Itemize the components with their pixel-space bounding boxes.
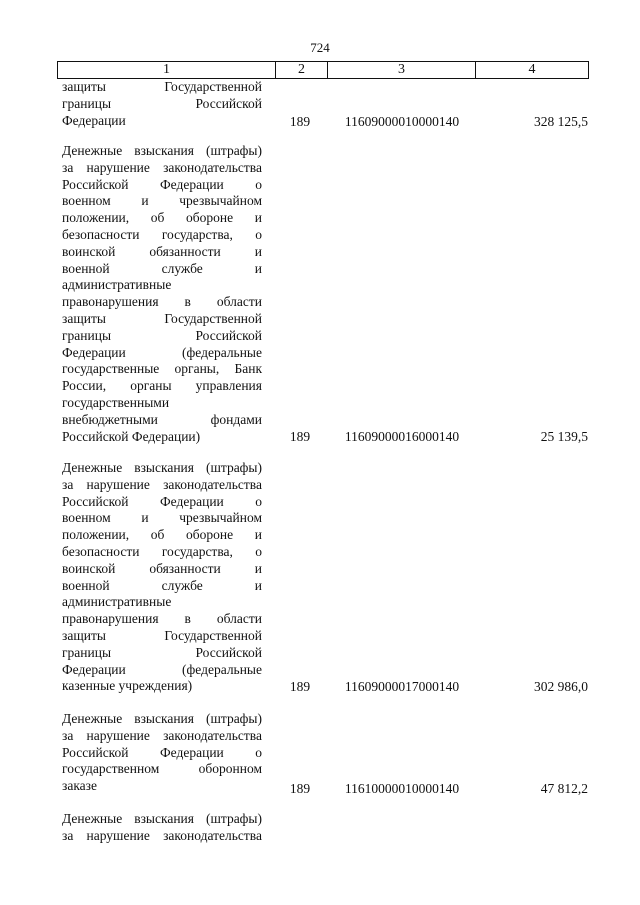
kbk-code: 11609000010000140	[344, 114, 460, 129]
description-line: Федерации (федеральные	[62, 344, 262, 360]
description-line: военной службе и	[62, 577, 262, 593]
description-line: границы Российской	[62, 327, 262, 343]
description-line: государственными	[62, 394, 170, 410]
description-line: военной службе и	[62, 260, 262, 276]
amount: 47 812,2	[540, 781, 588, 796]
description-line: административные	[62, 277, 172, 293]
description-line: правонарушения в области	[62, 294, 262, 310]
description-line: положении, об обороне и	[62, 210, 262, 226]
description-line: воинской обязанности и	[62, 243, 262, 259]
description-line: за нарушение законодательства	[62, 476, 262, 492]
description-line: положении, об обороне и	[62, 527, 262, 543]
admin-code: 189	[289, 781, 311, 796]
description-line: защиты Государственной	[62, 310, 262, 326]
description-line: административные	[62, 594, 172, 610]
header-col-1: 1	[58, 62, 276, 79]
description-line: Российской Федерации о	[62, 744, 262, 760]
description-line: государственные органы, Банк	[62, 361, 262, 377]
description-line: России, органы управления	[62, 378, 262, 394]
description-line: Денежные взыскания (штрафы)	[62, 143, 262, 158]
description-line: за нарушение законодательства	[62, 727, 262, 743]
kbk-code: 11609000016000140	[344, 429, 460, 444]
description-line: военном и чрезвычайном	[62, 510, 262, 526]
description-line: за нарушение законодательства	[62, 827, 262, 843]
description-line: заказе	[62, 778, 97, 794]
description-line: правонарушения в области	[62, 611, 262, 627]
description-line: безопасности государства, о	[62, 543, 262, 559]
description-line: Денежные взыскания (штрафы)	[62, 460, 262, 475]
description-line: Российской Федерации)	[62, 428, 201, 444]
header-col-3: 3	[328, 62, 476, 79]
description-line: государственном оборонном	[62, 761, 262, 777]
kbk-code: 11610000010000140	[344, 781, 460, 796]
description-line: за нарушение законодательства	[62, 159, 262, 175]
description-line: военном и чрезвычайном	[62, 193, 262, 209]
header-col-4: 4	[476, 62, 589, 79]
description-line: внебюджетными фондами	[62, 411, 262, 427]
row-description	[62, 79, 262, 129]
row-description	[62, 143, 262, 445]
admin-code: 189	[289, 114, 311, 129]
amount: 328 125,5	[534, 114, 588, 129]
description-line: казенные учреждения)	[62, 678, 193, 694]
description-line: Российской Федерации о	[62, 176, 262, 192]
amount: 25 139,5	[540, 429, 588, 444]
description-line: границы Российской	[62, 95, 262, 111]
description-line: Федерации	[62, 112, 126, 128]
admin-code: 189	[289, 679, 311, 694]
description-line: границы Российской	[62, 644, 262, 660]
description-line: Российской Федерации о	[62, 493, 262, 509]
description-line: Денежные взыскания (штрафы)	[62, 711, 262, 726]
page-number: 724	[310, 40, 330, 55]
description-line: Денежные взыскания (штрафы)	[62, 811, 262, 826]
description-line: защиты Государственной	[62, 79, 262, 94]
row-description	[62, 711, 262, 795]
kbk-code: 11609000017000140	[344, 679, 460, 694]
description-line: Федерации (федеральные	[62, 661, 262, 677]
header-col-2: 2	[276, 62, 328, 79]
amount: 302 986,0	[534, 679, 588, 694]
description-line: воинской обязанности и	[62, 560, 262, 576]
description-line: безопасности государства, о	[62, 226, 262, 242]
admin-code: 189	[289, 429, 311, 444]
row-description	[62, 811, 262, 845]
row-description	[62, 460, 262, 695]
description-line: защиты Государственной	[62, 627, 262, 643]
